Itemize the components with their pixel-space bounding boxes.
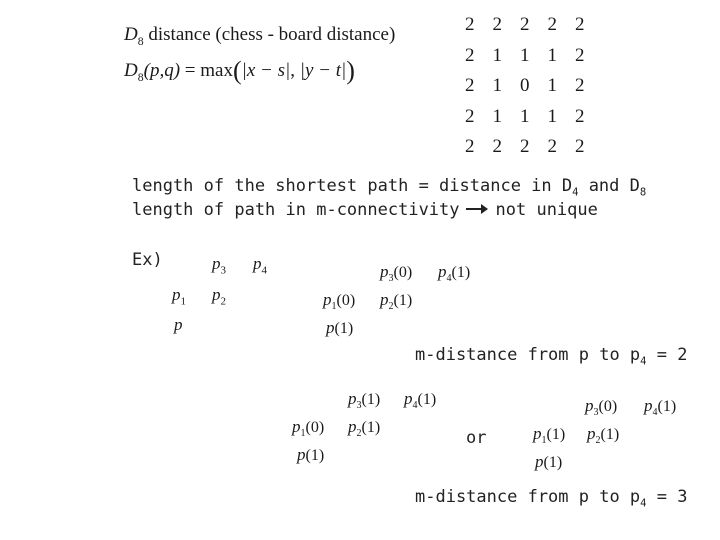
matrix-cell: 2 — [575, 14, 585, 35]
case2-p1-value: $p_1(0)$ — [292, 417, 325, 440]
matrix-cell: 2 — [465, 14, 475, 35]
matrix-cell: 2 — [492, 14, 502, 35]
example-label: Ex) — [132, 250, 163, 270]
matrix-cell: 1 — [492, 105, 502, 127]
case3-p4-value: $p_4(1)$ — [644, 396, 677, 419]
d8-distance-matrix — [456, 14, 594, 167]
matrix-cell: 2 — [575, 44, 585, 66]
pixel-label-p: p — [174, 315, 183, 334]
chessboard-distance-title: $D_8$ distance (chess - board distance) — [124, 24, 396, 48]
matrix-cell: 0 — [520, 75, 530, 96]
matrix-cell: 2 — [520, 14, 530, 35]
matrix-cell: 2 — [575, 75, 585, 96]
matrix-cell: 1 — [520, 44, 530, 66]
case1-p3-value: $p_3(0)$ — [380, 262, 413, 285]
case2-p-value: p(1) — [297, 445, 325, 464]
pixel-label-p3: $p_3$ — [212, 254, 226, 277]
matrix-cell: 2 — [575, 136, 585, 157]
matrix-cell: 2 — [465, 44, 475, 66]
matrix-cell: 2 — [547, 136, 557, 157]
matrix-cell: 2 — [547, 14, 557, 35]
pixel-label-p4: $p_4$ — [253, 254, 267, 277]
m-connectivity-statement: length of path in m-connectivity not unique — [132, 200, 598, 220]
matrix-cell: 1 — [547, 44, 557, 66]
matrix-cell: 1 — [492, 44, 502, 66]
matrix-cell: 2 — [465, 136, 475, 157]
case1-p-value: p(1) — [326, 318, 354, 337]
case1-p2-value: $p_2(1)$ — [380, 290, 413, 313]
or-label: or — [466, 428, 487, 448]
case3-p-value: p(1) — [535, 452, 563, 471]
case2-p2-value: $p_2(1)$ — [348, 417, 381, 440]
matrix-cell: 2 — [575, 105, 585, 127]
pixel-label-p2: $p_2$ — [212, 285, 226, 308]
pixel-label-p1: $p_1$ — [172, 285, 186, 308]
m-distance-result-2: m-distance from p to $p_4 = 2$ — [415, 345, 688, 368]
case3-p2-value: $p_2(1)$ — [587, 424, 620, 447]
case3-p1-value: $p_1(1)$ — [533, 424, 566, 447]
matrix-cell: 2 — [465, 75, 475, 96]
case1-p4-value: $p_4(1)$ — [438, 262, 471, 285]
chessboard-distance-formula: $D_8(p,q) = \max(|x - s|$, |y − t|) — [124, 56, 355, 85]
shortest-path-statement: length of the shortest path = distance in $D_4$ and $D_8$ — [132, 176, 647, 199]
matrix-cell: 1 — [547, 75, 557, 96]
matrix-cell: 1 — [492, 75, 502, 96]
matrix-cell: 1 — [547, 105, 557, 127]
matrix-cell: 2 — [465, 105, 475, 127]
matrix-cell: 2 — [492, 136, 502, 157]
matrix-cell: 2 — [520, 136, 530, 157]
case1-p1-value: $p_1(0)$ — [323, 290, 356, 313]
matrix-cell: 1 — [520, 105, 530, 127]
right-arrow-icon — [466, 204, 488, 214]
case3-p3-value: $p_3(0)$ — [585, 396, 618, 419]
case2-p4-value: $p_4(1)$ — [404, 389, 437, 412]
case2-p3-value: $p_3(1)$ — [348, 389, 381, 412]
m-distance-result-3: m-distance from p to $p_4 = 3$ — [415, 487, 688, 510]
